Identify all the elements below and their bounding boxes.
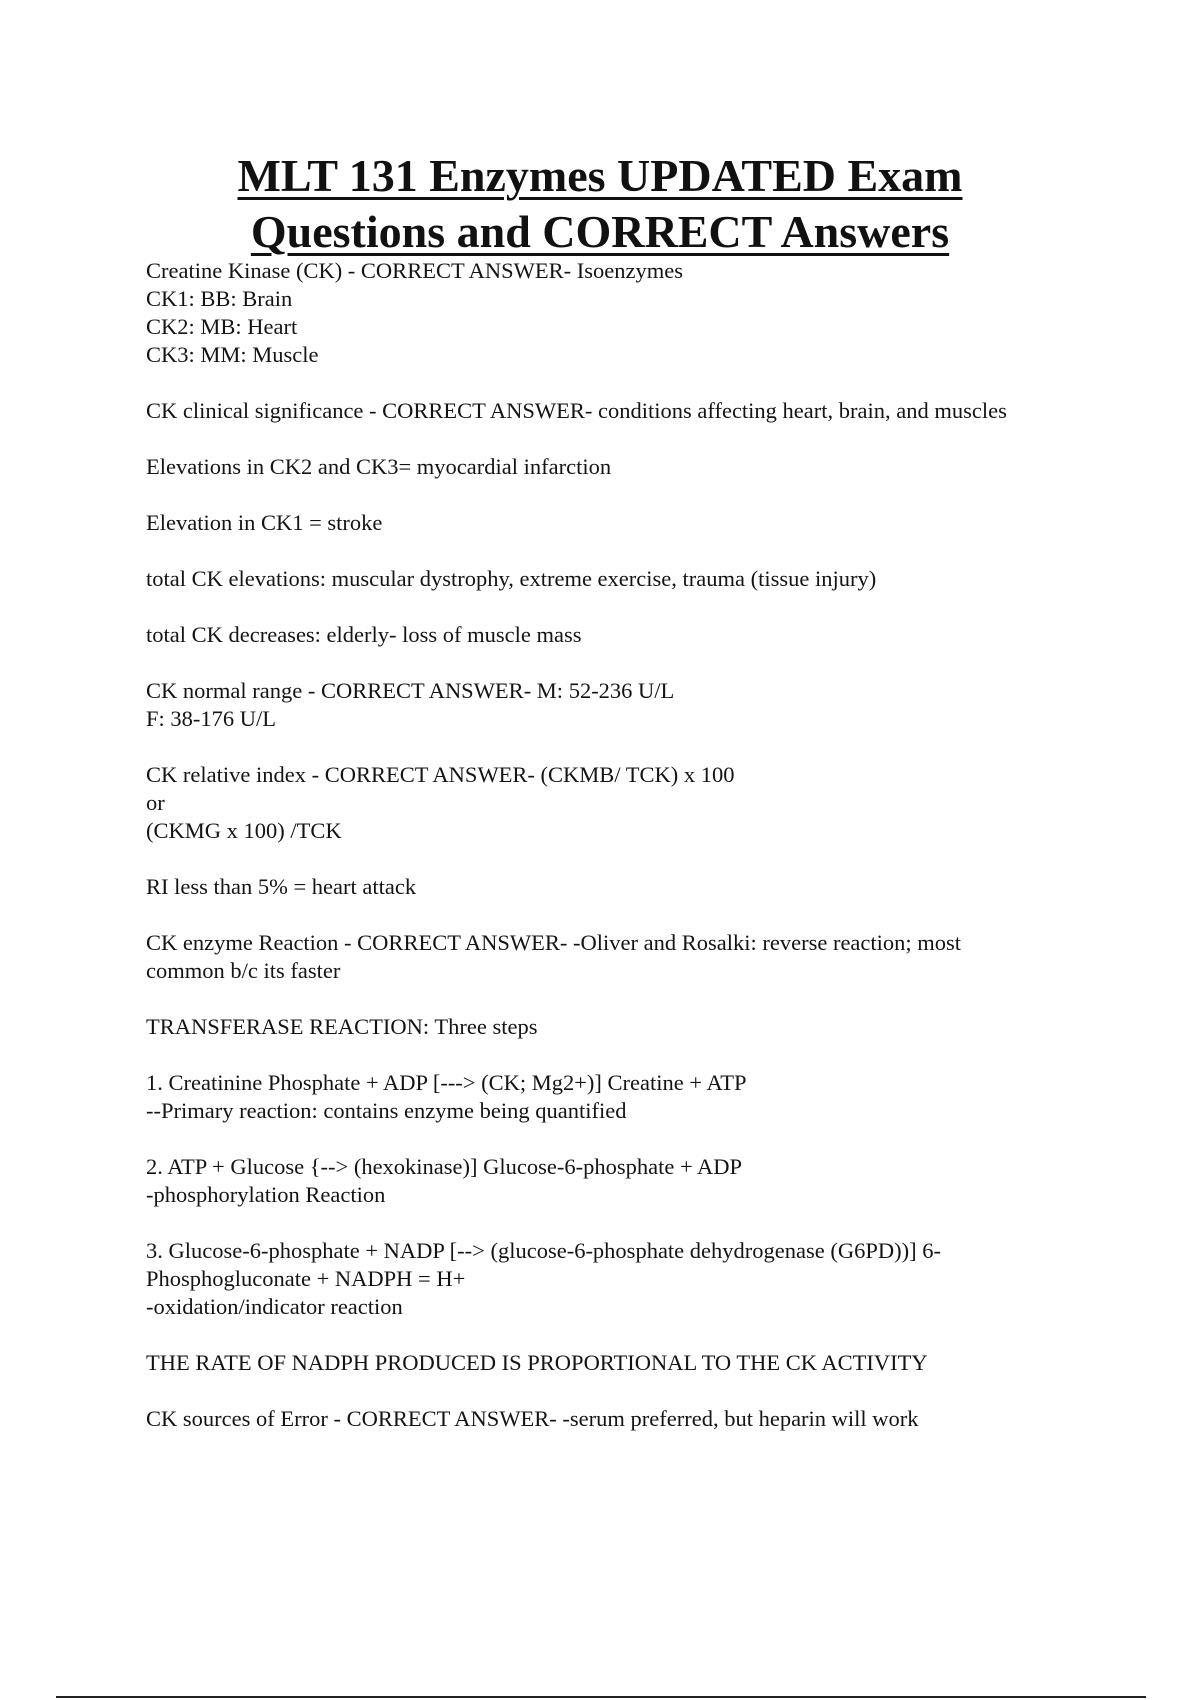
blank-line [146, 481, 1146, 509]
title-line-1: MLT 131 Enzymes UPDATED Exam [237, 150, 963, 201]
blank-line [146, 1377, 1146, 1405]
blank-line [146, 733, 1146, 761]
text-line: CK relative index - CORRECT ANSWER- (CKMB/ TCK) x 100 [146, 762, 735, 787]
blank-line [146, 649, 1146, 677]
text-line: TRANSFERASE REACTION: Three steps [146, 1014, 538, 1039]
blank-line [146, 1321, 1146, 1349]
blank-line [146, 1041, 1146, 1069]
text-line: THE RATE OF NADPH PRODUCED IS PROPORTIONAL TO THE CK ACTIVITY [146, 1350, 928, 1375]
text-line: or [146, 790, 165, 815]
text-line: CK sources of Error - CORRECT ANSWER- -serum preferred, but heparin will work [146, 1406, 919, 1431]
text-line: RI less than 5% = heart attack [146, 874, 417, 899]
text-line: CK3: MM: Muscle [146, 342, 319, 367]
text-line: Creatine Kinase (CK) - CORRECT ANSWER- Isoenzymes [146, 258, 684, 283]
footer-rule [56, 1696, 1146, 1698]
blank-line [146, 425, 1146, 453]
text-line: CK normal range - CORRECT ANSWER- M: 52-236 U/L [146, 678, 675, 703]
blank-line [146, 537, 1146, 565]
text-line: 1. Creatinine Phosphate + ADP [---> (CK; Mg2+)] Creatine + ATP [146, 1070, 747, 1095]
text-line: 3. Glucose-6-phosphate + NADP [--> (glucose-6-phosphate dehydrogenase (G6PD))] 6- [146, 1238, 941, 1263]
text-line: F: 38-176 U/L [146, 706, 277, 731]
text-line: -oxidation/indicator reaction [146, 1294, 403, 1319]
text-line: 2. ATP + Glucose {--> (hexokinase)] Glucose-6-phosphate + ADP [146, 1154, 743, 1179]
blank-line [146, 1209, 1146, 1237]
text-line: (CKMG x 100) /TCK [146, 818, 342, 843]
blank-line [146, 593, 1146, 621]
text-line: Phosphogluconate + NADPH = H+ [146, 1266, 466, 1291]
text-line: CK clinical significance - CORRECT ANSWER- conditions affecting heart, brain, and muscles [146, 398, 1007, 423]
text-line: Elevation in CK1 = stroke [146, 510, 383, 535]
blank-line [146, 901, 1146, 929]
text-line: common b/c its faster [146, 958, 341, 983]
text-line: --Primary reaction: contains enzyme being quantified [146, 1098, 627, 1123]
document-body [146, 257, 1146, 1433]
text-line: CK enzyme Reaction - CORRECT ANSWER- -Oliver and Rosalki: reverse reaction; most [146, 930, 962, 955]
text-line: CK1: BB: Brain [146, 286, 293, 311]
title-line-2: Questions and CORRECT Answers [250, 206, 950, 257]
text-line: Elevations in CK2 and CK3= myocardial infarction [146, 454, 612, 479]
text-line: CK2: MB: Heart [146, 314, 298, 339]
blank-line [146, 845, 1146, 873]
text-line: total CK decreases: elderly- loss of muscle mass [146, 622, 582, 647]
text-line: -phosphorylation Reaction [146, 1182, 386, 1207]
blank-line [146, 1125, 1146, 1153]
blank-line [146, 369, 1146, 397]
document-title [0, 148, 1200, 260]
blank-line [146, 985, 1146, 1013]
text-line: total CK elevations: muscular dystrophy, extreme exercise, trauma (tissue injury) [146, 566, 877, 591]
